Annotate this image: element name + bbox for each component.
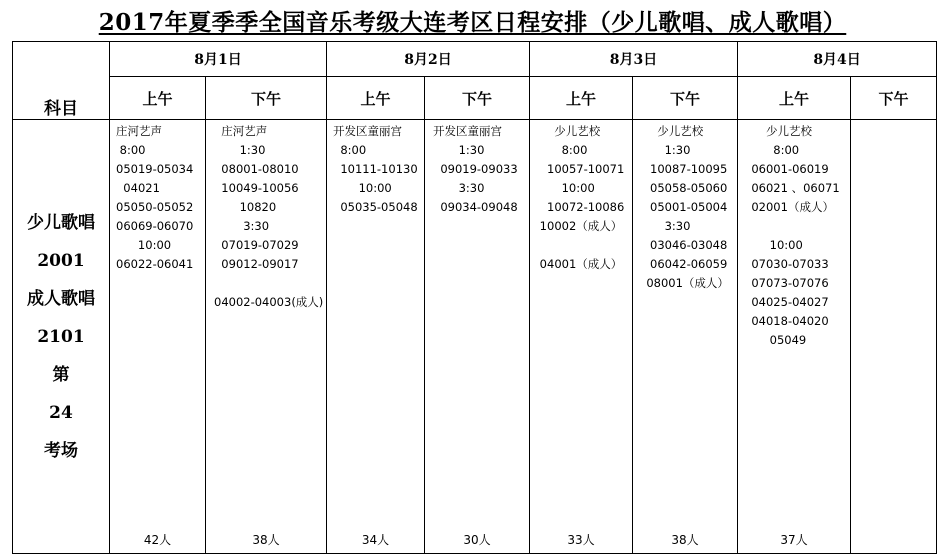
schedule-line: 08001-08010 — [214, 162, 299, 176]
schedule-cell — [738, 120, 851, 554]
afternoon-header: 下午 — [851, 77, 937, 120]
schedule-cell — [633, 120, 738, 554]
schedule-line: 8:00 — [744, 143, 800, 157]
schedule-line: 05019-05034 — [116, 162, 194, 176]
date-header-aug1: 8月1日 — [110, 42, 327, 77]
schedule-line: 09012-09017 — [214, 257, 299, 271]
schedule-line: 3:30 — [639, 219, 691, 233]
candidate-count: 30人 — [463, 533, 491, 547]
schedule-cell — [327, 120, 425, 554]
schedule-line: 10111-10130 — [333, 162, 418, 176]
candidate-count: 34人 — [361, 533, 390, 547]
schedule-cell — [851, 120, 937, 554]
schedule-line: 10072-10086 — [536, 200, 625, 214]
schedule-line: 少儿艺校 — [639, 124, 704, 138]
morning-header: 上午 — [327, 77, 425, 120]
schedule-line: 庄河艺声 — [214, 124, 268, 138]
subject-line: 少儿歌唱 — [27, 212, 95, 233]
schedule-line: 06042-06059 — [639, 257, 728, 271]
candidate-count: 33人 — [567, 533, 595, 547]
morning-header: 上午 — [110, 77, 206, 120]
subject-line: 24 — [49, 402, 73, 423]
schedule-line: 少儿艺校 — [536, 124, 601, 138]
date-header-aug3: 8月3日 — [530, 42, 738, 77]
schedule-line: 05058-05060 — [639, 181, 728, 195]
schedule-line: 06022-06041 — [116, 257, 194, 271]
schedule-line — [536, 236, 632, 255]
schedule-line: 8:00 — [333, 143, 367, 157]
schedule-line: 07073-07076 — [744, 276, 829, 290]
subject-line: 2101 — [37, 326, 85, 347]
half-day-header-row — [13, 77, 937, 120]
schedule-line: 09019-09033 — [433, 162, 518, 176]
afternoon-header: 下午 — [206, 77, 327, 120]
schedule-line: 05050-05052 — [116, 200, 194, 214]
schedule-line: 3:30 — [433, 181, 485, 195]
schedule-line: 04002-04003(成人) — [214, 295, 324, 309]
schedule-line: 10049-10056 — [214, 181, 299, 195]
candidate-count: 42人 — [143, 533, 172, 547]
schedule-line: 07019-07029 — [214, 238, 299, 252]
schedule-cell — [530, 120, 633, 554]
schedule-line: 10:00 — [744, 238, 803, 252]
schedule-line: 10002（成人） — [536, 219, 623, 233]
candidate-count: 38人 — [671, 533, 699, 547]
schedule-line: 09034-09048 — [433, 200, 518, 214]
schedule-line: 02001（成人） — [744, 200, 834, 214]
schedule-body-row — [13, 120, 937, 554]
schedule-line: 1:30 — [214, 143, 266, 157]
schedule-line: 1:30 — [639, 143, 691, 157]
schedule-line — [744, 217, 850, 236]
schedule-line: 3:30 — [214, 219, 270, 233]
schedule-line: 庄河艺声 — [116, 124, 162, 138]
morning-header: 上午 — [530, 77, 633, 120]
schedule-line: 05049 — [744, 333, 807, 347]
schedule-line: 06021 、06071 — [744, 181, 840, 195]
schedule-line: 8:00 — [536, 143, 588, 157]
subject-header-label: 科目 — [44, 99, 78, 119]
schedule-line: 1:30 — [433, 143, 485, 157]
schedule-line: 10820 — [214, 200, 277, 214]
subject-line: 第 — [52, 364, 70, 385]
date-header-aug2: 8月2日 — [327, 42, 530, 77]
subject-line: 成人歌唱 — [27, 288, 95, 309]
schedule-line: 05001-05004 — [639, 200, 728, 214]
schedule-line: 开发区童丽宫 — [333, 124, 403, 138]
schedule-line: 04021 — [116, 181, 160, 195]
schedule-line: 开发区童丽宫 — [433, 124, 503, 138]
subject-cell — [13, 120, 110, 554]
schedule-line: 04018-04020 — [744, 314, 829, 328]
schedule-line: 10:00 — [116, 238, 172, 252]
subject-header — [13, 42, 110, 120]
page-title-text: 2017年夏季季全国音乐考级大连考区日程安排（少儿歌唱、成人歌唱） — [98, 9, 847, 36]
schedule-line: 10087-10095 — [639, 162, 728, 176]
schedule-line: 10057-10071 — [536, 162, 625, 176]
page-title — [0, 4, 945, 37]
afternoon-header: 下午 — [425, 77, 530, 120]
date-header-row — [13, 42, 937, 77]
schedule-line: 08001（成人） — [639, 276, 729, 290]
schedule-line — [214, 274, 326, 293]
schedule-table — [12, 41, 937, 554]
morning-header: 上午 — [738, 77, 851, 120]
schedule-line: 04001（成人） — [536, 257, 623, 271]
candidate-count: 37人 — [780, 533, 808, 547]
candidate-count: 38人 — [252, 533, 280, 547]
afternoon-header: 下午 — [633, 77, 738, 120]
schedule-line: 07030-07033 — [744, 257, 829, 271]
schedule-line: 04025-04027 — [744, 295, 829, 309]
schedule-line: 03046-03048 — [639, 238, 728, 252]
schedule-line: 06069-06070 — [116, 219, 194, 233]
schedule-line: 06001-06019 — [744, 162, 829, 176]
schedule-line: 10:00 — [536, 181, 595, 195]
subject-line: 考场 — [44, 440, 78, 461]
subject-line: 2001 — [37, 250, 85, 271]
date-header-aug4: 8月4日 — [738, 42, 937, 77]
schedule-cell — [206, 120, 327, 554]
schedule-cell — [425, 120, 530, 554]
schedule-line: 10:00 — [333, 181, 392, 195]
schedule-cell — [110, 120, 206, 554]
schedule-line: 8:00 — [116, 143, 146, 157]
schedule-line: 05035-05048 — [333, 200, 418, 214]
schedule-line: 少儿艺校 — [744, 124, 812, 138]
